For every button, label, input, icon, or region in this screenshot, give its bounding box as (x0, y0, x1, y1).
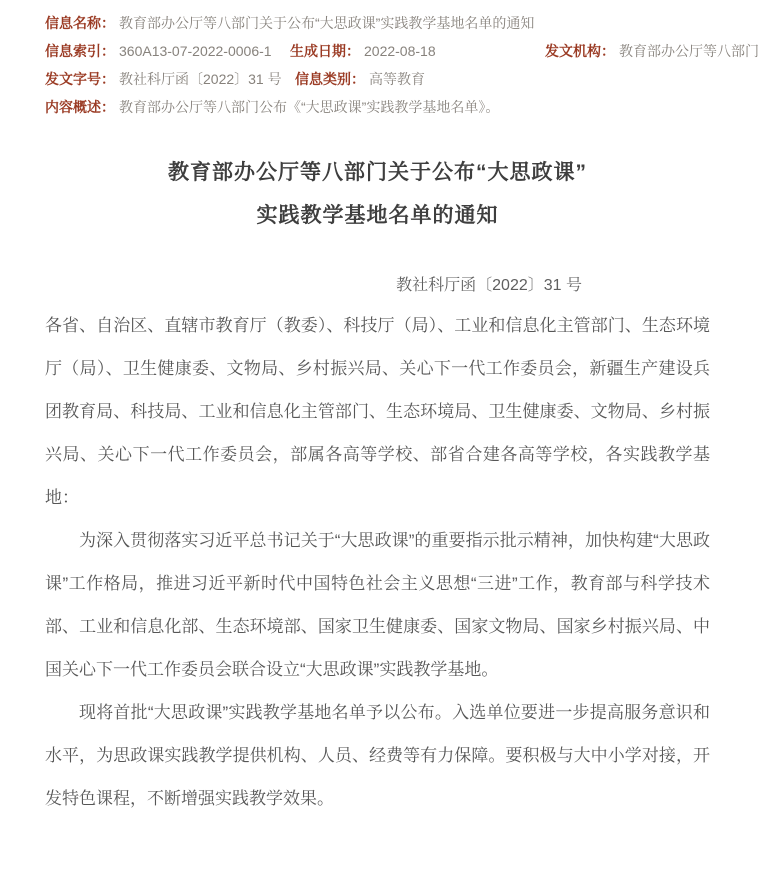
meta-row-name (45, 9, 763, 37)
meta-label-summary: 内容概述： (45, 99, 115, 115)
paragraph-announcement: 现将首批“大思政课”实践教学基地名单予以公布。入选单位要进一步提高服务意识和水平，为思政课实践教学提供机构、人员、经费等有力保障。要积极与大中小学对接，开发特色课程，不断增强实践教学效果。 (45, 703, 710, 808)
meta-value-doc-no: 教社科厅函〔2022〕31 号 (119, 71, 282, 87)
document-content (45, 151, 710, 820)
meta-value-agency: 教育部办公厅等八部门 (619, 43, 759, 59)
document-title-line1: 教育部办公厅等八部门关于公布“大思政课” (168, 161, 587, 184)
meta-label-name: 信息名称： (45, 15, 115, 31)
document-title (45, 151, 710, 237)
document-metadata (0, 0, 763, 121)
meta-value-summary: 教育部办公厅等八部门公布《“大思政课”实践教学基地名单》。 (119, 99, 500, 115)
meta-value-date: 2022-08-18 (364, 43, 436, 59)
meta-value-index: 360A13-07-2022-0006-1 (119, 43, 272, 59)
paragraph-purpose: 为深入贯彻落实习近平总书记关于“大思政课”的重要指示批示精神，加快构建“大思政课”工作格局，推进习近平新时代中国特色社会主义思想“三进”工作，教育部与科学技术部、工业和信息化部、生态环境部、国家卫生健康委、国家文物局、国家乡村振兴局、中国关心下一代工作委员会联合设立“大思政课”实践教学基地。 (45, 531, 710, 679)
meta-label-agency: 发文机构： (545, 43, 615, 59)
meta-row-summary (45, 93, 763, 121)
document-number: 教社科厅函〔2022〕31 号 (396, 277, 582, 294)
meta-label-date: 生成日期： (290, 43, 360, 59)
meta-value-category: 高等教育 (369, 71, 425, 87)
document-title-line2: 实践教学基地名单的通知 (256, 204, 499, 227)
meta-label-category: 信息类别： (295, 71, 365, 87)
meta-row-docno-category (45, 65, 763, 93)
meta-value-name: 教育部办公厅等八部门关于公布“大思政课”实践教学基地名单的通知 (119, 15, 535, 31)
paragraph-addressees: 各省、自治区、直辖市教育厅（教委）、科技厅（局）、工业和信息化主管部门、生态环境厅（局）、卫生健康委、文物局、乡村振兴局、关心下一代工作委员会，新疆生产建设兵团教育局、科技局、工业和信息化主管部门、生态环境局、卫生健康委、文物局、乡村振兴局、关心下一代工作委员会，部属各高等学校、部省合建各高等学校，各实践教学基地： (45, 316, 710, 507)
meta-row-index-date-agency (45, 37, 763, 65)
meta-label-index: 信息索引： (45, 43, 115, 59)
document-body-text (45, 304, 710, 820)
meta-label-doc-no: 发文字号： (45, 71, 115, 87)
